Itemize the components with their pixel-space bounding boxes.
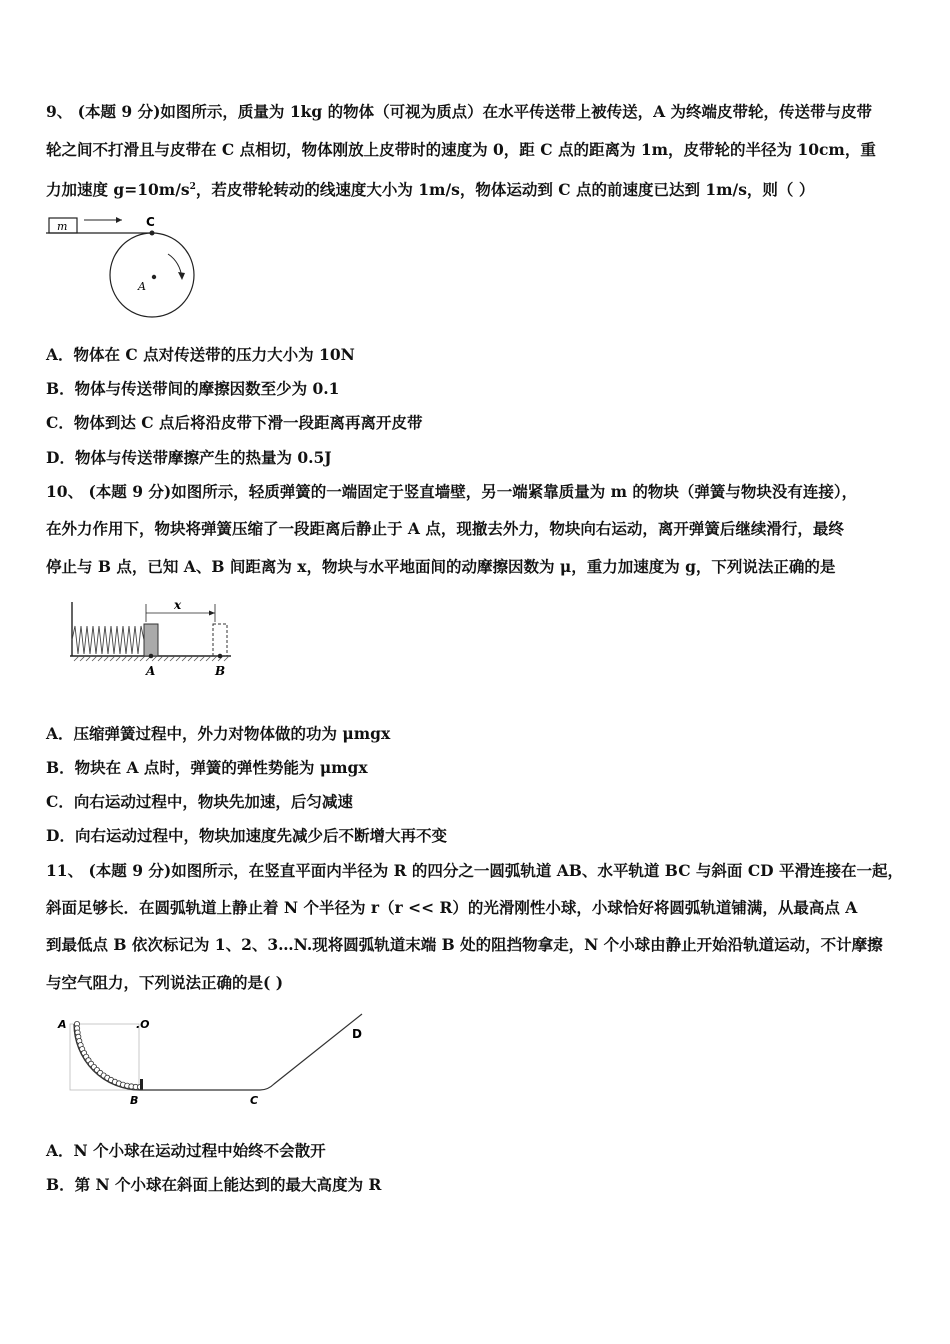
q9-option-d: D．物体与传送带摩擦产生的热量为 0.5J xyxy=(46,448,332,467)
q9-center-a xyxy=(152,275,156,279)
q9-label-c: C xyxy=(146,215,155,229)
q10-spring xyxy=(72,626,144,654)
q11-balls xyxy=(74,1021,142,1089)
q10-text-line-1: 10、 (本题 9 分)如图所示，轻质弹簧的一端固定于竖直墙壁，另一端紧靠质量为 m 的物块（弹簧与物块没有连接）， xyxy=(46,482,858,501)
q11-text-line-3: 到最低点 B 依次标记为 1、2、3…N.现将圆弧轨道末端 B 处的阻挡物拿走，N 个小球由静止开始沿轨道运动，不计摩擦 xyxy=(46,935,883,954)
q10-point-b xyxy=(218,654,223,659)
q9-text-line-2: 轮之间不打滑且与皮带在 C 点相切，物体刚放上皮带时的速度为 0，距 C 点的距离为 1m，皮带轮的半径为 10cm，重 xyxy=(46,140,876,159)
q9-label-a: A xyxy=(138,280,146,293)
q11-label-d: D xyxy=(352,1027,362,1041)
q11-text-line-1: 11、 (本题 9 分)如图所示，在竖直平面内半径为 R 的四分之一圆弧轨道 AB、水平轨道 BC 与斜面 CD 平滑连接在一起， xyxy=(46,861,903,880)
q10-spring-figure xyxy=(66,596,236,682)
q10-option-d: D．向右运动过程中，物块加速度先减少后不断增大再不变 xyxy=(46,826,447,845)
q11-blocker xyxy=(140,1079,143,1090)
q11-track-figure xyxy=(52,1008,372,1110)
q10-option-a: A．压缩弹簧过程中，外力对物体做的功为 μmgx xyxy=(46,724,391,743)
q11-label-o: .O xyxy=(136,1018,150,1031)
q9-text-line-3 xyxy=(46,177,814,200)
q11-label-b: B xyxy=(130,1094,139,1107)
q10-text-line-2: 在外力作用下，物块将弹簧压缩了一段距离后静止于 A 点，现撤去外力，物块向右运动，离开弹簧后继续滑行，最终 xyxy=(46,519,844,538)
q11-option-a: A．N 个小球在运动过程中始终不会散开 xyxy=(46,1141,326,1160)
q10-option-b: B．物块在 A 点时，弹簧的弹性势能为 μmgx xyxy=(46,758,368,777)
q10-label-b: B xyxy=(215,664,226,678)
q10-option-c: C．向右运动过程中，物块先加速，后匀减速 xyxy=(46,792,353,811)
q10-label-a: A xyxy=(146,664,156,678)
q10-label-x: x xyxy=(174,598,182,612)
q11-incline-track xyxy=(260,1014,362,1090)
q11-text-line-4: 与空气阻力，下列说法正确的是( ) xyxy=(46,973,284,992)
q9-text-line-3b: ，若皮带轮转动的线速度大小为 1m/s，物体运动到 C 点的前速度已达到 1m/s，则（ ） xyxy=(195,180,815,200)
q10-text-line-3: 停止与 B 点，已知 A、B 间距离为 x，物块与水平地面间的动摩擦因数为 μ，重力加速度为 g，下列说法正确的是 xyxy=(46,557,836,576)
q9-rotation-arrow-head xyxy=(178,272,185,280)
q11-label-c: C xyxy=(250,1094,259,1107)
q11-text-line-2: 斜面足够长．在圆弧轨道上静止着 N 个半径为 r（r << R）的光滑刚性小球，小球恰好将圆弧轨道铺满，从最高点 A xyxy=(46,898,858,917)
q10-block-at-b xyxy=(213,624,227,656)
q9-option-b: B．物体与传送带间的摩擦因数至少为 0.1 xyxy=(46,379,340,398)
q11-option-b: B．第 N 个小球在斜面上能达到的最大高度为 R xyxy=(46,1175,382,1194)
q9-label-m: m xyxy=(57,220,68,233)
q11-label-a: A xyxy=(58,1018,67,1031)
q9-superscript: 2 xyxy=(189,182,196,192)
q9-option-c: C．物体到达 C 点后将沿皮带下滑一段距离再离开皮带 xyxy=(46,413,423,432)
q9-arrow-head xyxy=(116,217,122,223)
q9-text-line-1: 9、 (本题 9 分)如图所示，质量为 1kg 的物体（可视为质点）在水平传送带上被传送，A 为终端皮带轮，传送带与皮带 xyxy=(46,102,873,121)
q10-block-at-a xyxy=(144,624,158,656)
q9-text-line-3a: 力加速度 g=10m/s xyxy=(46,180,190,200)
q9-point-c xyxy=(150,231,155,236)
q9-option-a: A．物体在 C 点对传送带的压力大小为 10N xyxy=(46,345,355,364)
q10-point-a xyxy=(149,654,154,659)
q10-dim-arrow-head xyxy=(209,611,215,616)
q9-conveyor-figure xyxy=(46,210,206,320)
